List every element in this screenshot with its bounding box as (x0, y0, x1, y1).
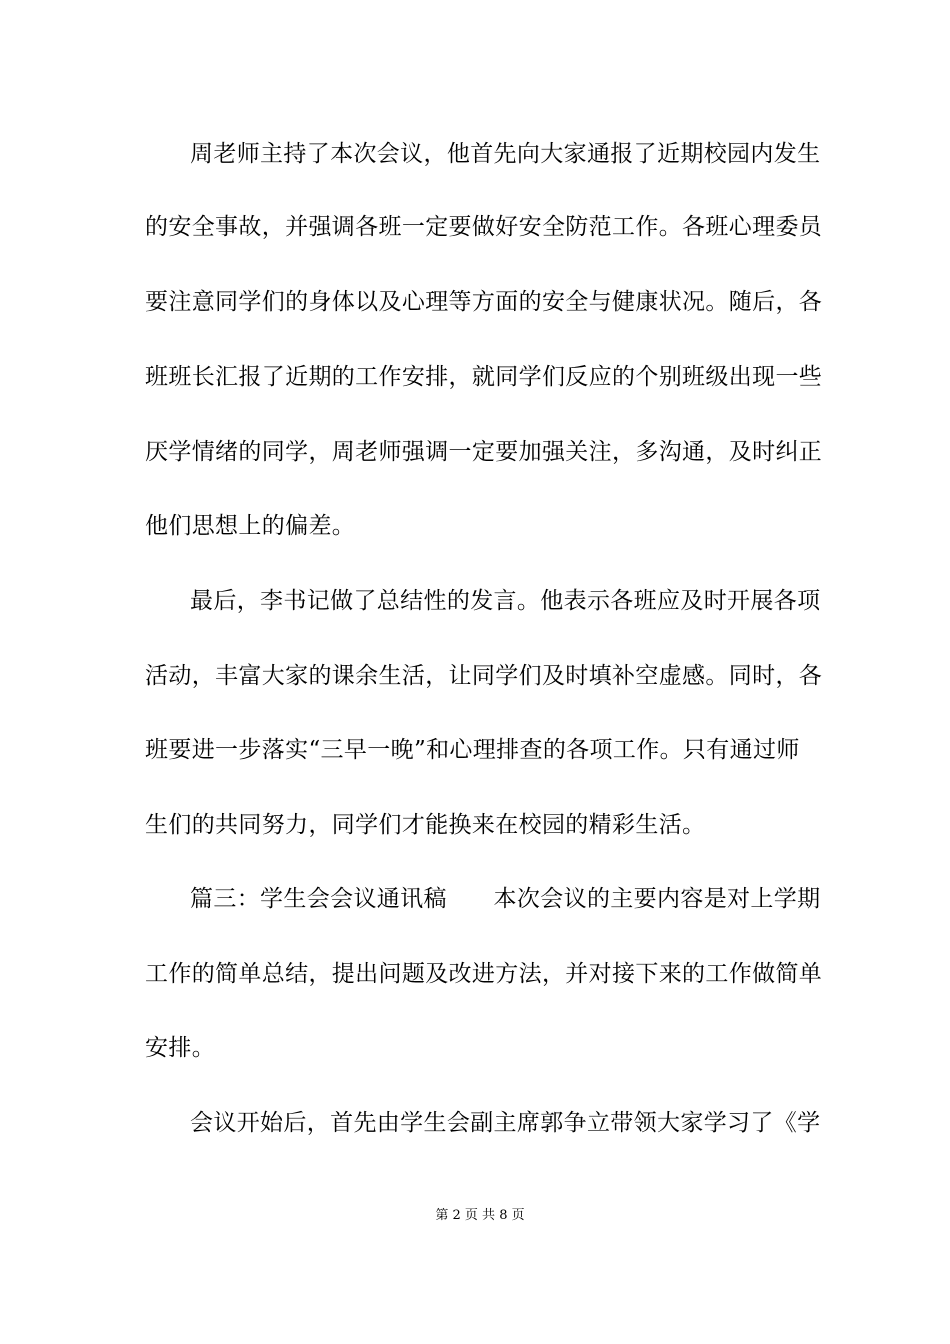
paragraph-1-line-2: 的安全事故，并强调各班一定要做好安全防范工作。各班心理委员 (145, 214, 823, 240)
paragraph-3-line-2: 工作的简单总结，提出问题及改进方法，并对接下来的工作做简单 (145, 961, 823, 987)
paragraph-4-line-1: 会议开始后，首先由学生会副主席郭争立带领大家学习了《学 (190, 1110, 821, 1136)
paragraph-2-line-2: 活动，丰富大家的课余生活，让同学们及时填补空虚感。同时，各 (145, 663, 823, 689)
paragraph-3-line-1: 篇三：学生会会议通讯稿 本次会议的主要内容是对上学期 (190, 886, 821, 912)
paragraph-1-line-5: 厌学情绪的同学，周老师强调一定要加强关注，多沟通，及时纠正 (145, 439, 823, 465)
paragraph-1-line-3: 要注意同学们的身体以及心理等方面的安全与健康状况。随后，各 (145, 289, 823, 315)
paragraph-1-line-6: 他们思想上的偏差。 (145, 513, 356, 539)
paragraph-2-line-1: 最后，李书记做了总结性的发言。他表示各班应及时开展各项 (190, 588, 821, 614)
page-number-footer: 第 2 页 共 8 页 (435, 1208, 525, 1223)
paragraph-3-line-3: 安排。 (145, 1035, 216, 1061)
paragraph-1-line-1: 周老师主持了本次会议，他首先向大家通报了近期校园内发生 (190, 141, 821, 167)
paragraph-2-line-3: 班要进一步落实“三早一晚”和心理排查的各项工作。只有通过师 (145, 737, 800, 763)
paragraph-1-line-4: 班班长汇报了近期的工作安排，就同学们反应的个别班级出现一些 (145, 364, 823, 390)
paragraph-2-line-4: 生们的共同努力，同学们才能换来在校园的精彩生活。 (145, 812, 706, 838)
